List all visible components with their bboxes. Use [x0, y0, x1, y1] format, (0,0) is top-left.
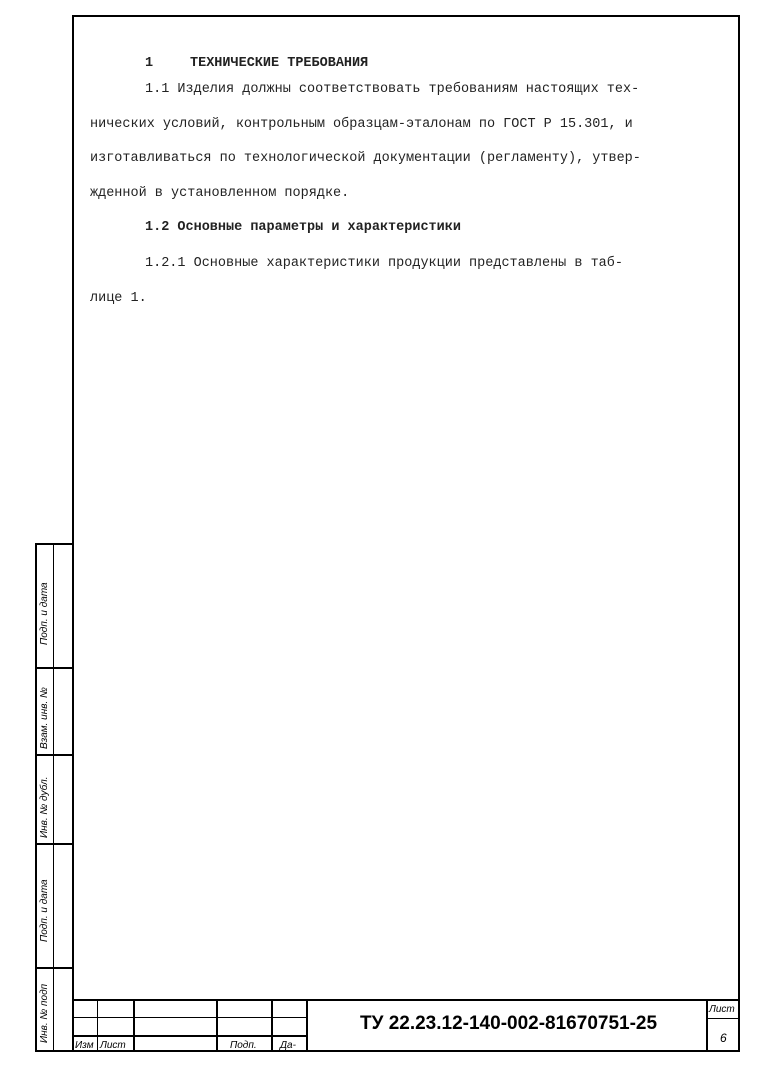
- data-label: Да-: [280, 1040, 296, 1051]
- paragraph-line: 1.2.1 Основные характеристики продукции представлены в таб-: [145, 256, 623, 271]
- paragraph-line: жденной в установленном порядке.: [90, 186, 350, 201]
- paragraph-line: 1.1 Изделия должны соответствовать требованиям настоящих тех-: [145, 82, 640, 97]
- side-stamp-divider: [53, 543, 54, 1052]
- side-stamp-label: Подп. и дата: [39, 582, 50, 645]
- subsection-heading: 1.2 Основные параметры и характеристики: [145, 220, 461, 235]
- side-stamp-label: Инв. № подп: [39, 983, 50, 1043]
- document-number: ТУ 22.23.12-140-002-81670751-25: [360, 1013, 658, 1034]
- list-label: Лист: [100, 1040, 126, 1051]
- side-stamp-label: Взам. инв. №: [39, 687, 50, 749]
- page-frame: [72, 15, 740, 1052]
- section-number: 1: [145, 56, 154, 71]
- paragraph-line: нических условий, контрольным образцам-эталонам по ГОСТ Р 15.301, и: [90, 117, 633, 132]
- sheet-number: 6: [720, 1031, 727, 1045]
- sheet-label: Лист: [709, 1004, 735, 1015]
- title-block-col-line: [133, 999, 135, 1052]
- title-block-col-line: [97, 999, 98, 1052]
- paragraph-line: лице 1.: [90, 291, 147, 306]
- title-block-col-line: [271, 999, 273, 1052]
- title-block-col-line: [216, 999, 218, 1052]
- side-stamp-divider: [35, 967, 72, 969]
- title-block-col-line: [306, 999, 308, 1052]
- side-stamp-label: Подп. и дата: [39, 879, 50, 942]
- paragraph-line: изготавливаться по технологической документации (регламенту), утвер-: [90, 151, 641, 166]
- izm-label: Изм: [75, 1040, 94, 1051]
- side-stamp-label: Инв. № дубл.: [39, 776, 50, 838]
- title-block-row-line: [706, 1018, 740, 1019]
- side-stamp-divider: [35, 754, 72, 756]
- podp-label: Подп.: [230, 1040, 257, 1051]
- side-stamp-divider: [35, 667, 72, 669]
- side-stamp-divider: [35, 843, 72, 845]
- title-block-col-line: [706, 999, 708, 1052]
- section-title: ТЕХНИЧЕСКИЕ ТРЕБОВАНИЯ: [190, 56, 369, 71]
